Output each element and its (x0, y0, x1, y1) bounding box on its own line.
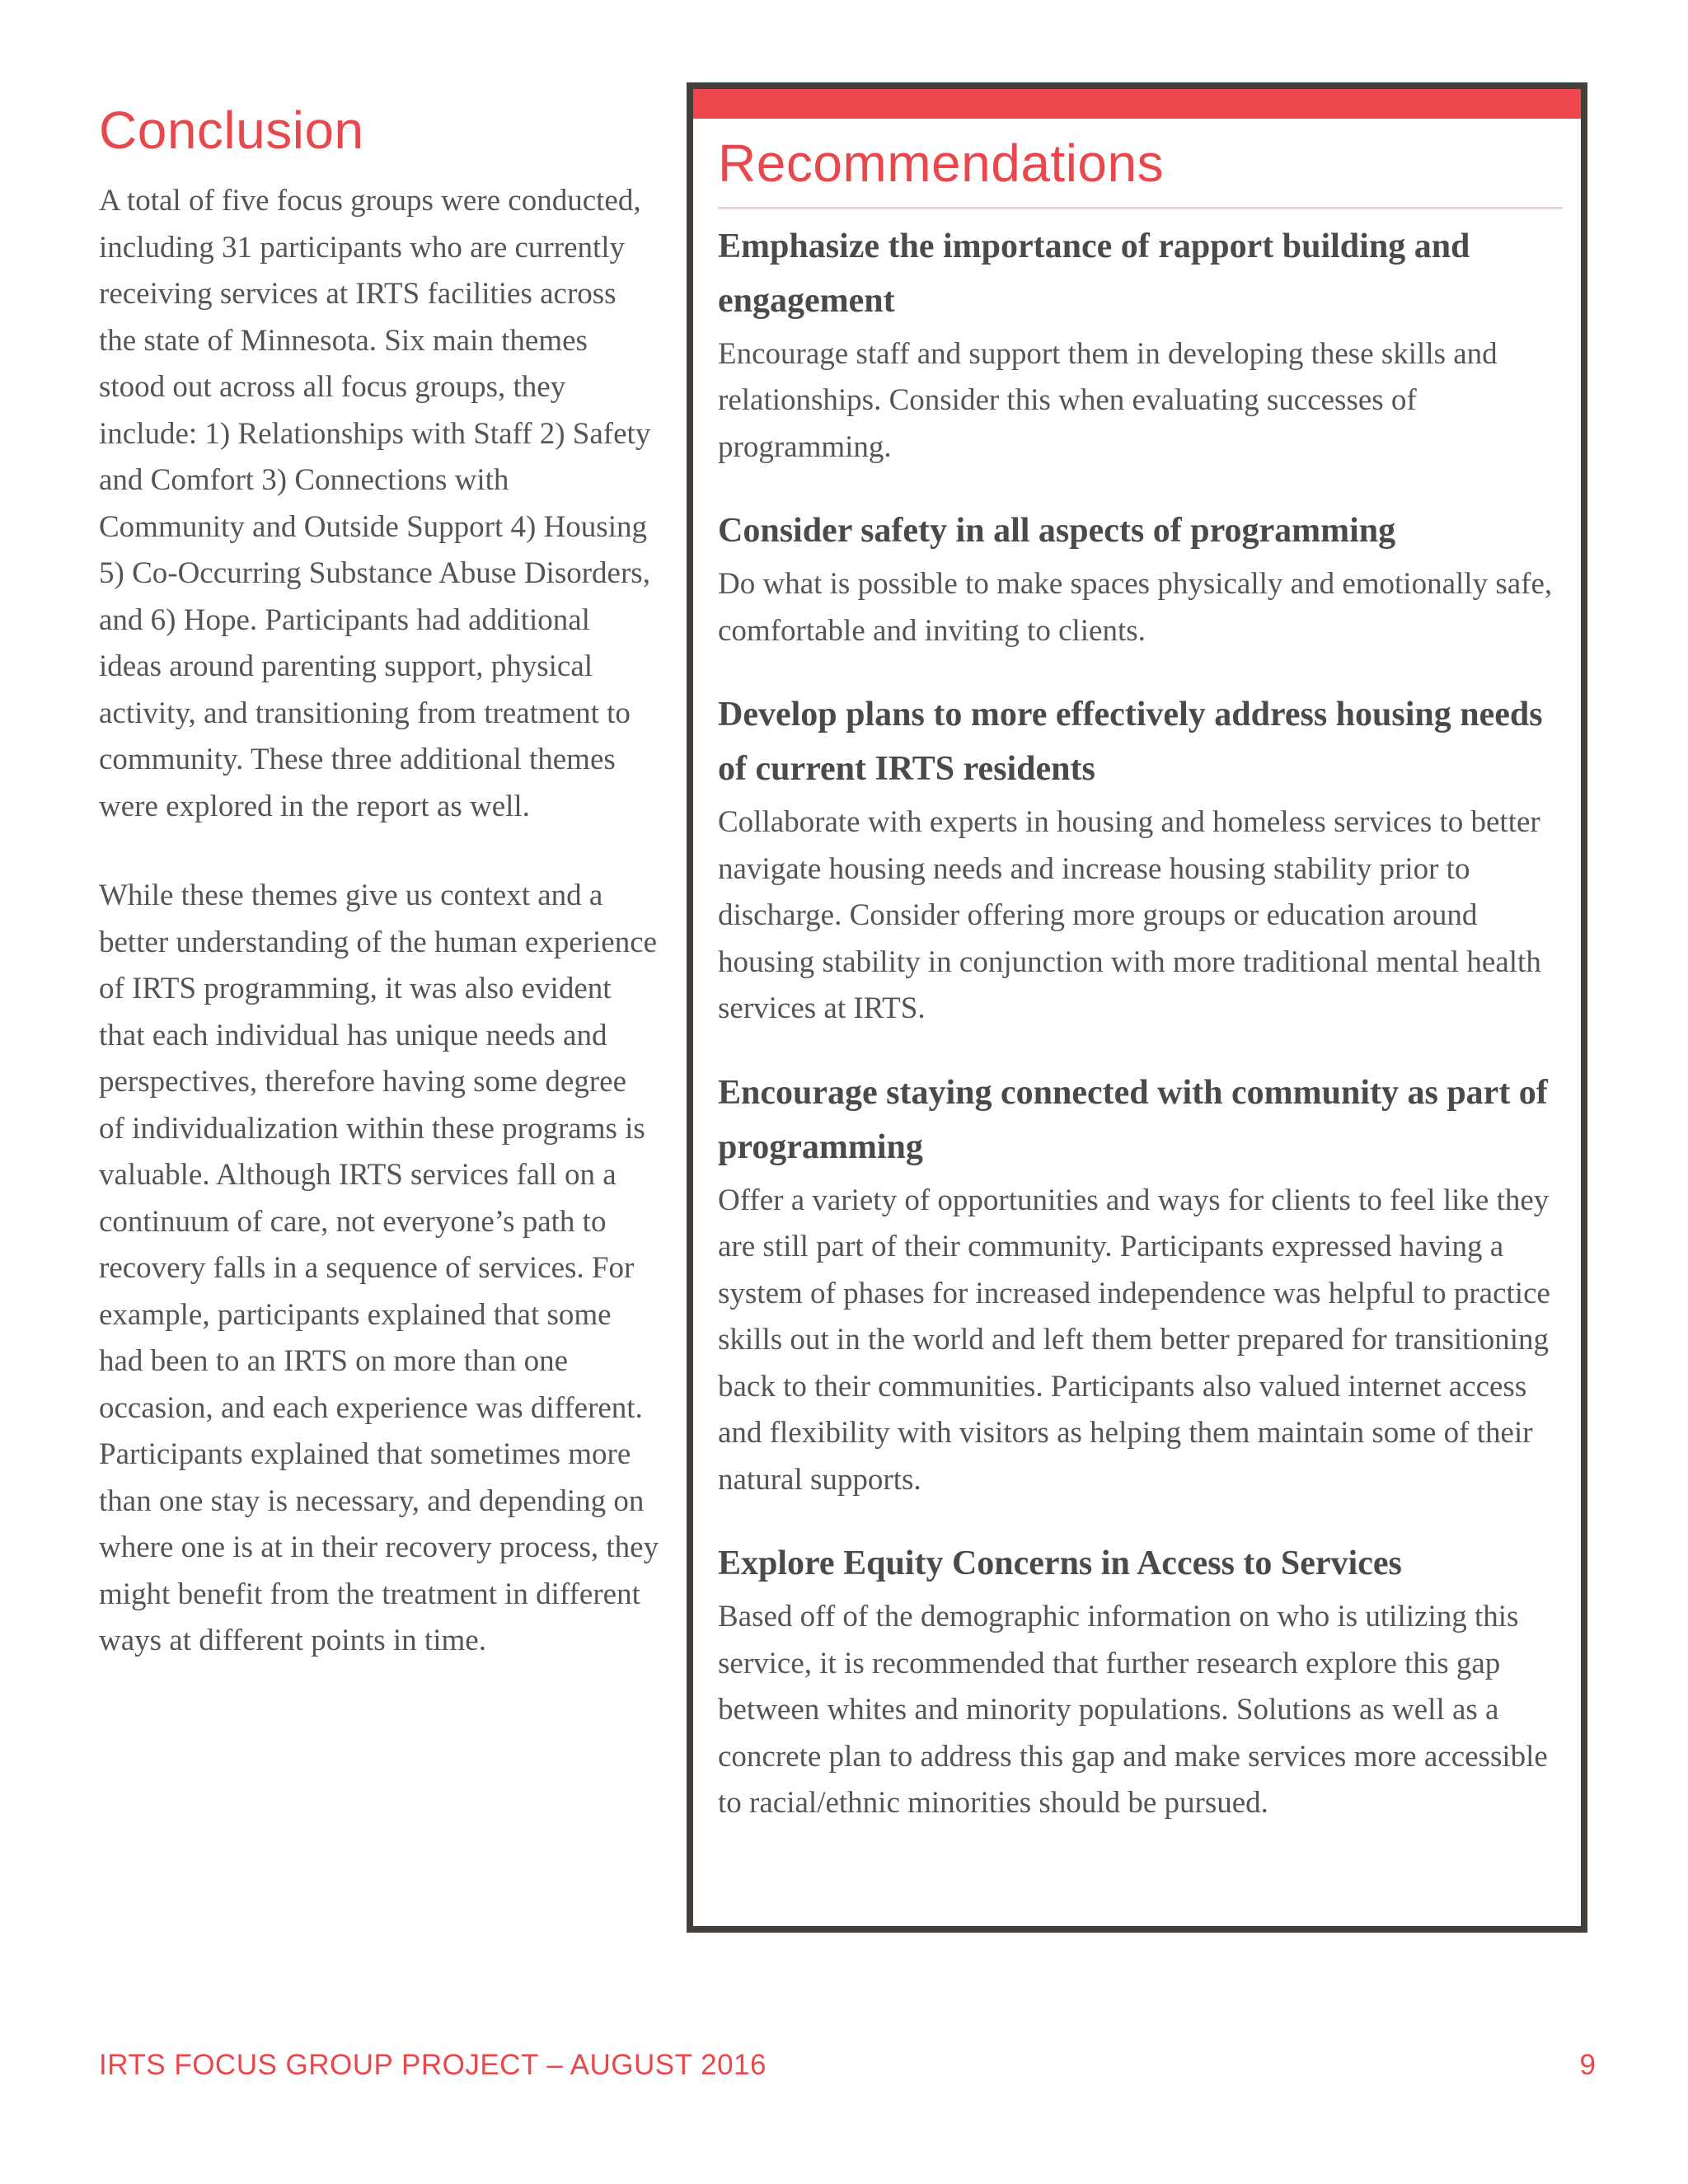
recommendation-item (718, 504, 1563, 654)
recommendations-header-bar (693, 89, 1581, 119)
page-number: 9 (1579, 2049, 1596, 2081)
recommendation-item (718, 1066, 1563, 1504)
recommendation-heading: Explore Equity Concerns in Access to Services (718, 1544, 1402, 1583)
recommendation-text: Collaborate with experts in housing and homeless services to better navigate housing needs and increase housing stability prior to discharge. Consider offering more groups or education around housing stability in conjunction with more traditional mental health services at IRTS. (718, 805, 1541, 1026)
recommendations-content (718, 132, 1563, 1860)
recommendation-heading: Emphasize the importance of rapport building and engagement (718, 227, 1470, 320)
recommendation-text: Do what is possible to make spaces physically and emotionally safe, comfortable and inviting to clients. (718, 567, 1553, 648)
recommendation-heading: Consider safety in all aspects of programming (718, 512, 1396, 551)
recommendations-title: Recommendations (718, 134, 1165, 193)
conclusion-paragraph-2: While these themes give us context and a better understanding of the human experience of IRTS programming, it was also evident that each individual has unique needs and perspectives, therefore having some degree of individualization within these programs is valuable. Although IRTS services fall on a continuum of care, not everyone’s path to recovery falls in a sequence of services. For example, participants explained that some had been to an IRTS on more than one occasion, and each experience was different. Participants explained that sometimes more than one stay is necessary, and depending on where one is at in their recovery process, they might benefit from the treatment in different ways at different points in time. (99, 879, 659, 1657)
recommendation-heading: Develop plans to more effectively address housing needs of current IRTS residents (718, 696, 1543, 789)
recommendation-text: Offer a variety of opportunities and ways for clients to feel like they are still part of their community. Participants expressed having a system of phases for increased independence was helpful to practice skills out in the world and left them better prepared for transitioning back to their communities. Participants also valued internet access and flexibility with visitors as helping them maintain some of their natural supports. (718, 1183, 1550, 1497)
recommendation-text: Based off of the demographic information on who is utilizing this service, it is recommended that further research explore this gap between whites and minority populations. Solutions as well as a concrete plan to address this gap and make services more accessible to racial/ethnic minorities should be pursued. (718, 1600, 1548, 1821)
footer-project-title: IRTS FOCUS GROUP PROJECT – AUGUST 2016 (99, 2049, 767, 2081)
recommendation-text: Encourage staff and support them in developing these skills and relationships. Consider this when evaluating successes of programming. (718, 336, 1498, 464)
recommendation-item (718, 1536, 1563, 1827)
recommendation-heading: Encourage staying connected with community as part of programming (718, 1073, 1548, 1166)
recommendations-box (687, 82, 1587, 1933)
conclusion-paragraph-1: A total of five focus groups were conducted, including 31 participants who are currently receiving services at IRTS facilities across the state of Minnesota. Six main themes stood out across all focus groups, they include: 1) Relationships with Staff 2) Safety and Comfort 3) Connections with Community and Outside Support 4) Housing 5) Co-Occurring Substance Abuse Disorders, and 6) Hope. Participants had additional ideas around parenting support, physical activity, and transitioning from treatment to community. These three additional themes were explored in the report as well. (99, 184, 651, 823)
conclusion-section (99, 97, 659, 1708)
recommendation-item (718, 219, 1563, 471)
conclusion-title: Conclusion (99, 101, 364, 160)
recommendation-item (718, 687, 1563, 1033)
recommendations-divider (718, 207, 1563, 209)
